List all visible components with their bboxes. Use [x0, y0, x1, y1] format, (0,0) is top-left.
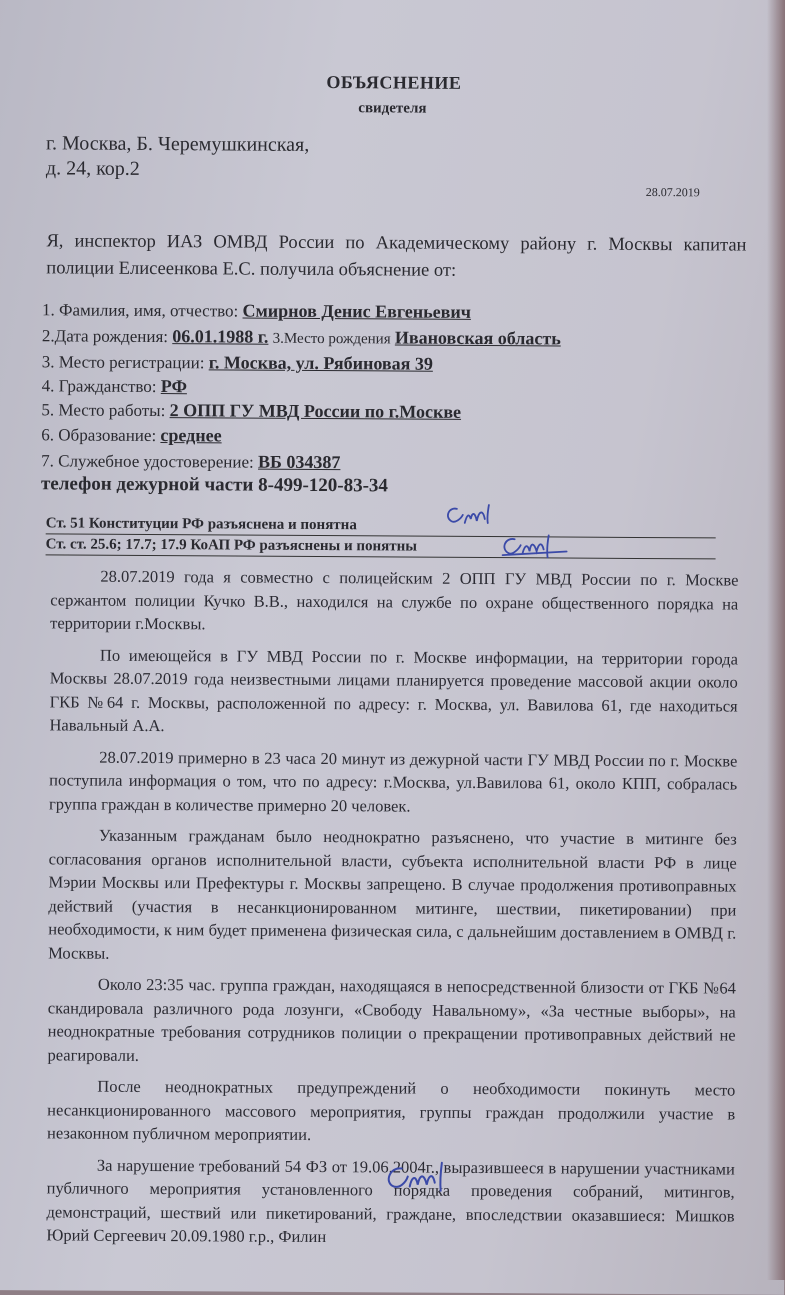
field-value: ВБ 034387	[257, 451, 341, 473]
address-line-2: д. 24, кор.2	[45, 157, 140, 180]
field-label: 3.Место рождения	[272, 330, 391, 348]
field-birth	[42, 325, 561, 349]
constitution-note: Ст. 51 Конституции РФ разъяснена и понятна	[45, 515, 357, 534]
document-title: ОБЪЯСНЕНИЕ	[326, 72, 462, 93]
field-value: г. Москва, ул. Рябиновая 39	[208, 352, 433, 374]
field-full-name	[42, 299, 471, 323]
field-value: 2 ОПП ГУ МВД России по г.Москве	[169, 400, 462, 422]
field-label: 3. Место регистрации:	[41, 352, 205, 373]
body-text	[46, 564, 738, 1259]
field-label: 2.Дата рождения:	[41, 326, 169, 347]
field-workplace	[41, 399, 461, 423]
field-service-id	[41, 450, 340, 473]
intro-paragraph: Я, инспектор ИАЗ ОМВД России по Академическому району г. Москвы капитан полиции Елисеенкова Е.С. получила объяснение от:	[46, 231, 747, 281]
body-paragraph-2: По имеющейся в ГУ МВД России по г. Москве информации, на территории города Москвы 28.07.2019 года неизвестными лицами планируется проведение массовой акции около ГКБ №64 г. Москвы, расположенной по адресу: г. Москва, ул. Вавилова 61, где находиться Навальный А.А.	[49, 645, 739, 736]
field-label: 4. Гражданство:	[41, 376, 157, 397]
field-label: 6. Образование:	[41, 425, 157, 446]
signature-bottom	[380, 1156, 460, 1196]
body-paragraph-6: После неоднократных предупреждений о необходимости покинуть место несанкционированного массового мероприятия, группы граждан продолжили участие в незаконном публичном мероприятии.	[46, 1076, 736, 1144]
koap-note: Ст. ст. 25.6; 17.7; 17.9 КоАП РФ разъяснены и понятны	[45, 536, 418, 555]
body-paragraph-7: За нарушение требований 54 ФЗ от 19.06.2004г., выразившееся в нарушении участниками публичного мероприятия установленного порядка проведения собраний, митингов, демонстраций, шествий или пикетирований, граждане, впоследствии оказавшиеся: Мишков Юрий Сергеевич 20.09.1980 г.р., Филин	[46, 1155, 735, 1247]
body-paragraph-5: Около 23:35 час. группа граждан, находящаяся в непосредственной близости от ГКБ №64 скандировала различного рода лозунги, «Свободу Навальному», «За честные выборы», на неоднократные требования сотрудников полиции о прекращении противоправных действий не реагировали.	[47, 974, 736, 1065]
duty-phone: телефон дежурной части 8-499-120-83-34	[40, 473, 389, 497]
field-registration	[42, 351, 433, 374]
body-paragraph-3: 28.07.2019 примерно в 23 часа 20 минут из дежурной части ГУ МВД России по г. Москве поступила информация о том, что по адресу: г.Москва, ул.Вавилова 61, около КПП, собралась группа граждан в количестве примерно 20 человек.	[48, 747, 738, 816]
page-edge-shadow	[767, 0, 785, 1280]
document-date: 28.07.2019	[645, 184, 700, 200]
field-value: Ивановская область	[394, 327, 561, 349]
body-paragraph-1: 28.07.2019 года я совместно с полицейским 2 ОПП ГУ МВД России по г. Москве сержантом полиции Кучко В.В., находился на службе по охране общественного порядка на территории г.Москвы.	[50, 566, 739, 634]
signature-2	[497, 529, 577, 561]
field-value: 06.01.1988 г.	[172, 326, 269, 347]
field-value: Смирнов Денис Евгеньевич	[242, 300, 472, 322]
field-label: 7. Служебное удостоверение:	[41, 451, 254, 472]
field-citizenship	[42, 375, 187, 397]
field-education	[41, 424, 221, 446]
document-subtitle: свидетеля	[358, 100, 427, 117]
field-label: 1. Фамилия, имя, отчество:	[42, 300, 239, 321]
field-value: РФ	[160, 376, 188, 397]
address-line-1: г. Москва, Б. Черемушкинская,	[46, 132, 310, 156]
body-paragraph-4: Указанным гражданам было неоднократно разъяснено, что участие в митинге без согласования органов исполнительной власти, субъекта исполнительной власти РФ в лице Мэрии Москвы или Префектуры г. Москвы запрещено. В случае продолжения противоправных действий (участия в несанкционированном митинге, шествии, пикетировании) при необходимости, к ним будет применена физическая сила, с дальнейшим доставлением в ОМВД г. Москвы.	[48, 825, 737, 963]
field-label: 5. Место работы:	[41, 400, 166, 421]
signature-1	[441, 497, 511, 529]
field-value: среднее	[160, 425, 222, 446]
